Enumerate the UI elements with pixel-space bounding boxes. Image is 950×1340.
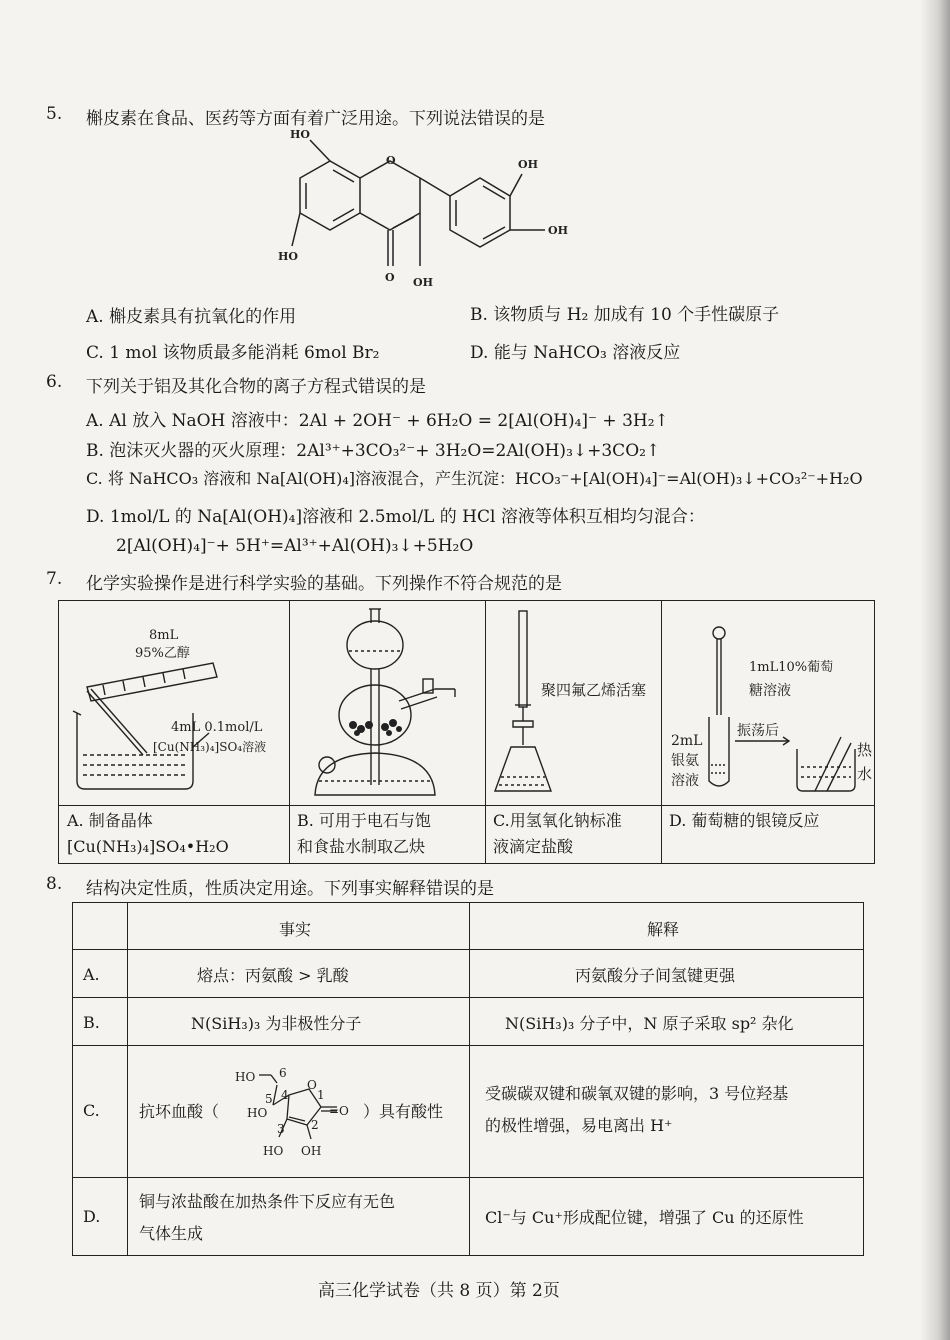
q7-caption-c-line2: 液滴定盐酸 [493,837,574,856]
figD-label: 振荡后 [737,723,779,739]
figA-label: 95%乙醇 [135,646,190,661]
ascorbic-label: =O [329,1104,349,1118]
figD-label: 1mL10%葡萄 [749,660,834,675]
ascorbic-label: 4 [281,1088,289,1102]
q7-caption-d: D. 葡萄糖的银镜反应 [669,811,820,830]
figure-c-burette [491,605,659,803]
q6-number: 6. [46,372,63,392]
ascorbic-label: O [307,1078,317,1092]
quercetin-structure [270,126,590,298]
figD-label: 2mL [671,733,703,749]
q6-option-d-line2: 2[Al(OH)₄]⁻+ 5H⁺=Al³⁺+Al(OH)₃↓+5H₂O [116,536,474,556]
mol-label: HO [290,128,310,141]
ascorbic-label: 1 [317,1088,325,1102]
page-footer: 高三化学试卷（共 8 页）第 2页 [318,1281,560,1301]
q6-option-a: A. Al 放入 NaOH 溶液中：2Al + 2OH⁻ + 6H₂O = 2[Al(OH)₄]⁻ + 3H₂↑ [86,411,669,431]
q5-option-a: A. 槲皮素具有抗氧化的作用 [86,307,297,327]
page-edge-shadow [920,0,950,1340]
q5-option-c: C. 1 mol 该物质最多能消耗 6mol Br₂ [86,343,380,363]
q8-number: 8. [46,874,63,894]
q6-option-d-line1: D. 1mol/L 的 Na[Al(OH)₄]溶液和 2.5mol/L 的 HCl 溶液等体积互相均匀混合： [86,507,705,527]
mol-label: OH [518,158,538,171]
q7-caption-b-line1: B. 可用于电石与饱 [297,811,431,830]
ascorbic-label: 2 [311,1118,319,1132]
row-b-fact: N(SiH₃)₃ 为非极性分子 [191,1014,362,1033]
row-a-fact: 熔点：丙氨酸 > 乳酸 [197,966,349,985]
figD-label: 热 [857,741,873,759]
row-c-fact-prefix: 抗坏血酸（ [139,1102,220,1121]
figure-b-kipp-apparatus [295,605,483,803]
ascorbic-label: OH [301,1144,322,1158]
q7-number: 7. [46,569,63,589]
q5-option-b: B. 该物质与 H₂ 加成有 10 个手性碳原子 [470,305,780,325]
row-d-explain: Cl⁻与 Cu⁺形成配位键，增强了 Cu 的还原性 [485,1208,804,1227]
row-c-label: C. [83,1101,100,1120]
figA-label: 8mL [149,628,179,643]
ascorbic-label: HO [235,1070,256,1084]
q7-caption-a-line2: [Cu(NH₃)₄]SO₄•H₂O [67,837,229,856]
table-header-explain: 解释 [647,920,680,939]
figure-a-beaker [63,605,287,803]
figD-label: 水 [857,765,873,783]
q7-caption-c-line1: C.用氢氧化钠标准 [493,811,622,830]
q7-stem: 化学实验操作是进行科学实验的基础。下列操作不符合规范的是 [86,574,562,594]
q6-stem: 下列关于铝及其化合物的离子方程式错误的是 [86,377,426,397]
figD-label: 溶液 [671,773,699,789]
row-a-explain: 丙氨酸分子间氢键更强 [575,966,736,985]
figA-label: 4mL 0.1mol/L [171,720,263,735]
ascorbic-acid-structure [225,1053,349,1171]
figA-label: [Cu(NH₃)₄]SO₄溶液 [153,740,267,754]
figure-d-silver-mirror [665,605,871,803]
row-c-explain-line2: 的极性增强，易电离出 H⁺ [485,1116,673,1135]
row-b-label: B. [83,1013,100,1032]
q5-number: 5. [46,104,63,124]
ascorbic-label: HO [263,1144,284,1158]
q8-table [72,902,864,1256]
row-d-fact-line1: 铜与浓盐酸在加热条件下反应有无色 [139,1192,396,1211]
q7-figure-table [58,600,875,864]
ascorbic-label: 6 [279,1066,287,1080]
q6-option-b: B. 泡沫灭火器的灭火原理：2Al³⁺+3CO₃²⁻+ 3H₂O=2Al(OH)₃↓+3CO₂↑ [86,441,661,461]
ascorbic-label: 3 [277,1122,285,1136]
row-d-fact-line2: 气体生成 [139,1224,204,1243]
q5-option-d: D. 能与 NaHCO₃ 溶液反应 [470,343,681,363]
row-c-fact-suffix: ）具有酸性 [363,1102,444,1121]
mol-label: O [386,154,396,167]
ascorbic-label: HO [247,1106,268,1120]
row-d-label: D. [83,1207,101,1226]
row-a-label: A. [83,965,100,984]
ascorbic-label: 5 [265,1092,273,1106]
q6-option-c: C. 将 NaHCO₃ 溶液和 Na[Al(OH)₄]溶液混合，产生沉淀：HCO₃⁻+[Al(OH)₄]⁻=Al(OH)₃↓+CO₃²⁻+H₂O [86,469,863,488]
q5-stem: 槲皮素在食品、医药等方面有着广泛用途。下列说法错误的是 [86,109,545,129]
row-c-explain-line1: 受碳碳双键和碳氧双键的影响，3 号位羟基 [485,1084,789,1103]
mol-label: OH [548,224,568,237]
figD-label: 银氨 [671,753,699,769]
q7-caption-a-line1: A. 制备晶体 [67,811,153,830]
figD-label: 糖溶液 [749,683,791,699]
mol-label: O [385,271,395,284]
figC-label: 聚四氟乙烯活塞 [541,681,647,699]
mol-label: OH [413,276,433,289]
row-b-explain: N(SiH₃)₃ 分子中，N 原子采取 sp² 杂化 [505,1014,794,1033]
mol-label: HO [278,250,298,263]
table-header-fact: 事实 [279,920,312,939]
q8-stem: 结构决定性质，性质决定用途。下列事实解释错误的是 [86,879,494,899]
q7-caption-b-line2: 和食盐水制取乙炔 [297,837,426,856]
